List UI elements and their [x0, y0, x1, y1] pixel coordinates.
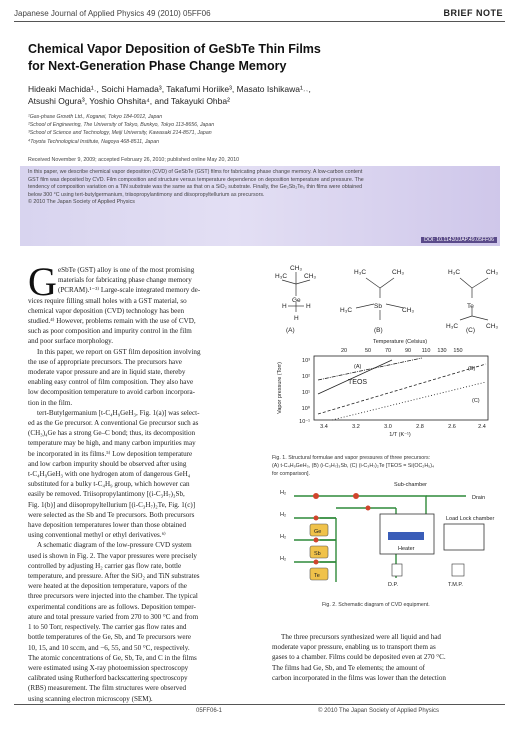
y-axis-ticks — [299, 358, 311, 425]
caption-line: Fig. 1. Structural formulae and vapor pressures of three precursors: — [272, 455, 431, 461]
tmp-label: T.M.P. — [448, 582, 463, 588]
h2-label: H₂ — [280, 556, 287, 562]
top-tick: 50 — [364, 348, 372, 354]
text-line: such as poor composition and impurity control in the film — [28, 327, 192, 336]
text-line: materials for fabricating phase change memory — [58, 276, 192, 285]
text-line: experimental conditions are as follows. Deposition temper- — [28, 602, 196, 611]
footer-rule — [14, 704, 505, 705]
x-tick: 3.0 — [384, 424, 392, 430]
affiliation-3: ³School of Science and Technology, Meiji University, Kawasaki 214-8571, Japan — [28, 130, 212, 137]
text-line: and poor surface morphology. — [28, 337, 114, 346]
x-axis-title: 1/T (K⁻¹) — [389, 432, 411, 438]
methyl-label: CH₃ — [392, 269, 405, 276]
text-line: carbon incorporated in the films was lower than the detection — [272, 673, 446, 682]
hydrogen-label: H — [306, 303, 311, 310]
load-lock-label: Load Lock chamber — [446, 516, 495, 522]
drop-cap: G — [28, 259, 57, 304]
abstract-line: below 300 °C using tert-butylgermanium, triisopropylantimony and diisopropyltellurium as precursors. — [28, 191, 265, 198]
text-line: The atomic concentrations of Ge, Sb, Te, and C in the films — [28, 653, 197, 662]
authors-line-1: Hideaki Machida¹˒, Soichi Hamada³, Takafumi Horiike³, Masato Ishikawa¹˒˓, — [28, 84, 311, 94]
text-line: (RBS) measurement. The film structures were observed — [28, 684, 187, 693]
authors-line-2: Atsushi Ogura³, Yoshio Ohshita⁴, and Takayuki Ohba² — [28, 96, 230, 106]
vapor-pressure-curves — [318, 358, 486, 420]
figure1-caption — [272, 455, 508, 478]
text-line: bottle temperatures of the Ge, Sb, and Te precursors were — [28, 633, 192, 642]
text-line: The three precursors synthesized were all liquid and had — [281, 633, 441, 641]
dp-label: D.P. — [388, 582, 398, 588]
top-tick: 110 — [421, 348, 431, 354]
text-line: tert-Butylgermanium [t-C₄H₉GeH₃, Fig. 1(a)] was select- — [37, 408, 200, 417]
h2-label: H₂ — [280, 512, 287, 518]
brief-note-label: BRIEF NOTE — [443, 8, 503, 18]
methyl-label: H₃C — [340, 307, 353, 314]
right-column-text — [272, 632, 508, 683]
x-tick: 3.2 — [352, 424, 360, 430]
curve-a-label: (A) — [354, 364, 362, 370]
h2-label: H₂ — [280, 534, 287, 540]
hydrogen-label: H — [294, 315, 299, 322]
text-line: eSbTe (GST) alloy is one of the most promising — [58, 266, 195, 274]
top-axis-title: Temperature (Celsius) — [372, 339, 428, 345]
text-line: temperature may be high, and many carbon impurities may — [28, 439, 196, 448]
te-bottle-label: Te — [314, 573, 320, 579]
methyl-label: H₃C — [448, 269, 461, 276]
top-tick: 20 — [340, 348, 348, 354]
ge-atom-label: Ge — [292, 297, 301, 304]
methyl-label: H₃C — [275, 273, 288, 280]
figure2-caption: Fig. 2. Schematic diagram of CVD equipment. — [322, 602, 430, 608]
text-line: the use of appropriate precursors. The precursors have — [28, 357, 182, 366]
text-line: vices require filling small holes with a GST material, so — [28, 296, 187, 305]
methyl-label: H₃C — [446, 323, 459, 330]
text-line: tion in the film. — [28, 398, 73, 407]
sub-chamber-label: Sub-chamber — [394, 482, 428, 488]
top-tick: 130 — [437, 348, 447, 354]
top-tick: 90 — [404, 348, 412, 354]
affiliations — [28, 113, 498, 146]
author-list — [28, 83, 508, 107]
text-line: moderate vapor pressure and are in liquid state, thereby — [28, 368, 186, 377]
abstract-line: tendency of composition variation on a TiN substrate was the same as that on a SiO₂ substrate. Finally, the Ge₂Sb₂Te₅ thin films were obtained — [28, 184, 363, 191]
text-line: moderate vapor pressure, enabling us to transport them as — [272, 643, 436, 652]
caption-line: (A) t-C₄H₉GeH₃, (B) (i-C₃H₇)₃Sb, (C) (i-C₃H₇)₂Te [TEOS = Si(OC₂H₅)₄ — [272, 462, 435, 469]
text-line: have deposition temperatures lower than those obtained — [28, 521, 186, 530]
paragraph-1 — [28, 296, 256, 704]
structure-a-label: (A) — [286, 327, 295, 334]
title-line-2: for Next-Generation Phase Change Memory — [28, 59, 287, 73]
y-tick: 10⁰ — [301, 406, 310, 412]
text-line: using conventional methyl or ethyl derivatives.⁶⁾ — [28, 531, 166, 540]
structure-c-label: (C) — [466, 327, 476, 334]
text-line: were estimated using X-ray photoemission spectroscopy — [28, 663, 189, 672]
received-dates: Received November 9, 2009; accepted February 26, 2010; published online May 20, 2010 — [28, 157, 240, 163]
text-line: studied.⁴⁾ However, problems remain with the use of CVD, — [28, 317, 196, 325]
methyl-label: H₃C — [354, 269, 367, 276]
text-line: The films had Ge, Sb, and Te elements; the amount of — [272, 663, 426, 672]
text-line: used is shown in Fig. 2. The vapor pressures were precisely — [28, 551, 197, 560]
hydrogen-label: H — [282, 303, 287, 310]
text-line: three precursors were injected into the chamber. The typical — [28, 592, 198, 601]
affiliation-2: ²School of Engineering, The University of Tokyo, Bunkyo, Tokyo 113-8656, Japan — [28, 122, 215, 129]
y-tick: 10³ — [302, 358, 310, 364]
affiliation-4: ⁴Toyota Technological Institute, Nagoya 468-8511, Japan — [28, 138, 159, 145]
abstract-line: GST film was deposited by CVD. Film composition and structure versus temperature dependence on deposition temperature and pressure. The — [28, 176, 364, 183]
top-tick: 150 — [453, 348, 463, 354]
diffusion-pump — [392, 564, 402, 576]
plot-frame — [314, 356, 488, 420]
abstract-line: In this paper, we describe chemical vapor deposition (CVD) of GeSbTe (GST) films for fabricating phase change memory. A low-carbon content — [28, 169, 363, 175]
text-line: A schematic diagram of the low-pressure CVD system — [37, 541, 192, 550]
turbo-pump — [452, 564, 464, 576]
y-axis-title: Vapor pressure (Torr) — [277, 362, 283, 414]
curve-b-label: (B) — [468, 366, 476, 372]
copyright-line: © 2010 The Japan Society of Applied Physics — [28, 199, 135, 206]
text-line: Fig. 1(b)] and diisopropyltellurium [(i-C₃H₇)₂Te, Fig. 1(c)] — [28, 500, 196, 509]
y-tick: 10¹ — [302, 390, 310, 396]
figure1-structures — [268, 258, 508, 336]
top-tick: 70 — [384, 348, 392, 354]
text-line: t-C₄H₉GeH₃ with one hydrogen atom of dangerous GeH₄ — [28, 470, 191, 479]
top-axis-ticks — [341, 348, 463, 354]
header-rule — [14, 21, 505, 22]
doi-label: DOI: 10.1143/JJAP.49.05FF06 — [421, 237, 497, 243]
text-line: enabling easy control of film composition. They also have — [28, 378, 194, 387]
footer-copyright: © 2010 The Japan Society of Applied Physics — [318, 708, 440, 714]
x-tick: 2.8 — [416, 424, 424, 430]
structure-b-label: (B) — [374, 327, 383, 334]
text-line: were selected as the Sb and Te precursors. Both precursors — [28, 510, 195, 519]
y-tick: 10⁻¹ — [299, 419, 310, 425]
methyl-label: CH₃ — [304, 273, 317, 280]
affiliation-1: ¹Gas-phase Growth Ltd., Koganei, Tokyo 184-0012, Japan — [28, 114, 163, 120]
heater-label: Heater — [398, 546, 415, 552]
title-line-1: Chemical Vapor Deposition of GeSbTe Thin Films — [28, 42, 321, 56]
paragraph-1-head — [58, 265, 256, 296]
page-number: 05FF06-1 — [196, 708, 223, 714]
ge-bottle-label: Ge — [314, 529, 322, 535]
te-atom-label: Te — [467, 303, 474, 310]
heater-block — [388, 532, 424, 540]
text-line: low decomposition temperature to avoid carbon incorpora- — [28, 388, 196, 397]
sb-bottle-label: Sb — [314, 551, 321, 557]
load-lock-chamber — [444, 524, 484, 550]
y-tick: 10² — [302, 374, 310, 380]
x-axis-ticks — [320, 424, 486, 430]
text-line: controlled by adjusting H₂ carrier gas flow rate, bottle — [28, 561, 182, 570]
journal-header: Japanese Journal of Applied Physics 49 (2010) 05FF06 — [14, 9, 211, 18]
figure2-cvd-schematic — [276, 478, 508, 600]
sb-atom-label: Sb — [374, 303, 382, 310]
methyl-label: CH₃ — [486, 269, 499, 276]
abstract-text — [28, 169, 498, 207]
teos-line — [318, 358, 422, 380]
text-line: 10, 15, and 10 sccm, and −6, 55, and 50 °C, respectively. — [28, 643, 190, 652]
text-line: using scanning electron microscopy (SEM). — [28, 694, 153, 703]
curve-c-label: (C) — [472, 398, 480, 404]
caption-line: for comparison]. — [272, 470, 310, 477]
text-line: calibrated using Rutherford backscattering spectroscopy — [28, 674, 188, 683]
paper-title — [28, 41, 498, 75]
text-line: In this paper, we report on GST film deposition involving — [37, 347, 201, 356]
drain-label: Drain — [472, 495, 486, 501]
text-line: gases to a chamber. Films could be deposited even at 270 °C. — [272, 653, 446, 662]
methyl-label: CH₃ — [486, 323, 499, 330]
x-tick: 3.4 — [320, 424, 328, 430]
curve-c-line — [332, 382, 486, 420]
h2-label: H₂ — [280, 490, 287, 496]
teos-label: TEOS — [348, 379, 368, 386]
text-line: substituted for a bulky t-C₄H₉ group, which however can — [28, 480, 190, 489]
text-line: ed as the Ge precursor. A conventional Ge precursor such as — [28, 419, 199, 428]
text-line: (CH₃)₄Ge has a strong Ge–C bond; thus, its decomposition — [28, 429, 196, 438]
methyl-label: CH₃ — [402, 307, 415, 314]
text-line: (PCRAM).¹⁻³⁾ Large-scale integrated memory de- — [58, 286, 201, 295]
x-tick: 2.4 — [478, 424, 486, 430]
text-line: were heated at the deposition temperature, vapors of the — [28, 582, 187, 591]
x-tick: 2.6 — [448, 424, 456, 430]
curve-b-line — [318, 364, 486, 414]
text-line: be incorporated in its films.⁵⁾ Low deposition temperature — [28, 449, 193, 458]
methyl-label: CH₃ — [290, 265, 303, 272]
text-line: ature and total pressure varied from 270 to 300 °C and from — [28, 612, 199, 621]
text-line: 1 to 50 Torr, respectively. The carrier gas flow rates and — [28, 623, 187, 632]
figure1-vapor-pressure-plot — [272, 336, 508, 438]
text-line: and low carbon impurity should be observed after using — [28, 459, 187, 468]
text-line: chemical vapor deposition (CVD) technology has been — [28, 306, 185, 315]
text-line: easily be removed. Triisopropylantimony [(i-C₃H₇)₃Sb, — [28, 490, 185, 499]
text-line: temperature, and pressure. After the SiO₂ and TiN substrates — [28, 572, 200, 581]
